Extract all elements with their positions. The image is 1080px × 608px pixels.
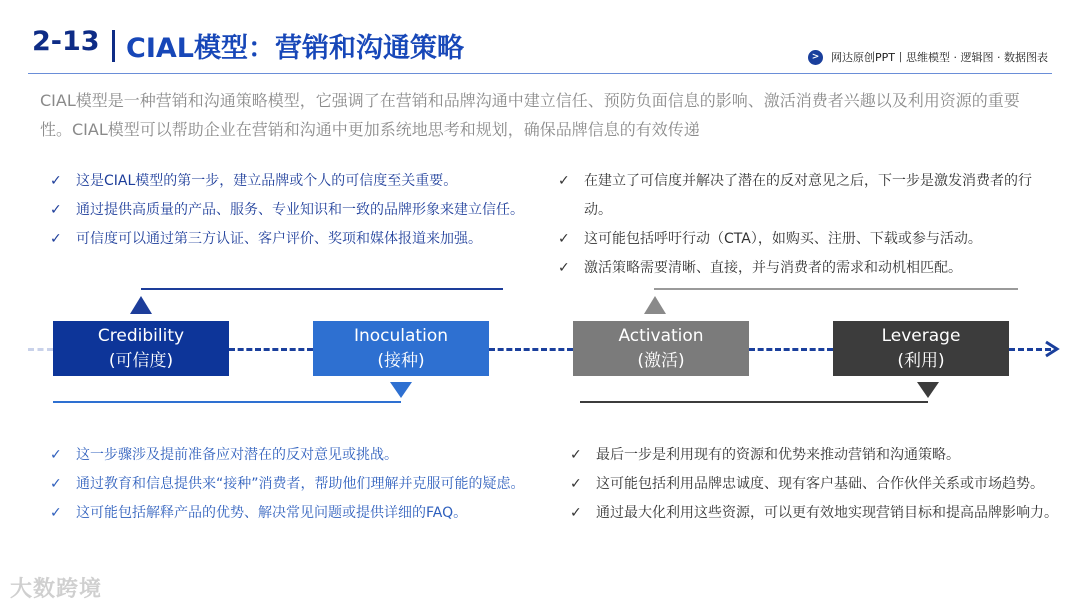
flow-dash [229,348,313,351]
step-name: Inoculation [353,325,448,346]
series-tag [808,49,1048,65]
inoculation-bracket-line [53,401,401,403]
step-name: Leverage [881,325,961,346]
list-item: ✓ 这是CIAL模型的第一步，建立品牌或个人的可信度至关重要。 [50,167,530,196]
list-item: ✓ 在建立了可信度并解决了潜在的反对意见之后，下一步是激发消费者的行动。 [558,167,1048,225]
check-icon: ✓ [570,476,582,492]
series-tag-text: 网达原创PPT丨思维模型 · 逻辑图 · 数据图表 [831,51,1048,64]
list-item: ✓ 通过最大化利用这些资源，可以更有效地实现营销目标和提高品牌影响力。 [570,499,1060,528]
list-item: ✓ 这可能包括呼吁行动（CTA），如购买、注册、下载或参与活动。 [558,225,1048,254]
up-arrow-icon [130,296,152,314]
step-activation [573,321,749,376]
check-icon: ✓ [558,260,570,276]
page-title: CIAL模型：营销和沟通策略 [126,33,464,64]
leverage-bullets [570,441,1060,528]
flow-arrow-icon [1044,340,1060,358]
check-icon: ✓ [570,447,582,463]
flow-dash [489,348,573,351]
list-item: ✓ 这一步骤涉及提前准备应对潜在的反对意见或挑战。 [50,441,530,470]
step-cn: (接种) [377,350,425,371]
flow-dash-start [28,348,53,351]
list-item: ✓ 通过教育和信息提供来“接种”消费者，帮助他们理解并克服可能的疑虑。 [50,470,530,499]
down-arrow-icon [390,382,412,398]
step-name: Credibility [97,325,185,346]
flow-dash [749,348,833,351]
check-icon: ✓ [50,505,62,521]
list-item: ✓ 这可能包括利用品牌忠诚度、现有客户基础、合作伙伴关系或市场趋势。 [570,470,1060,499]
check-icon: ✓ [50,476,62,492]
step-credibility [53,321,229,376]
step-cn: (激活) [637,350,685,371]
step-inoculation [313,321,489,376]
check-icon: ✓ [570,505,582,521]
down-arrow-icon [917,382,939,398]
check-icon: ✓ [558,173,570,189]
list-item: ✓ 可信度可以通过第三方认证、客户评价、奖项和媒体报道来加强。 [50,225,530,254]
list-item: ✓ 激活策略需要清晰、直接，并与消费者的需求和动机相匹配。 [558,254,1048,283]
step-cn: (利用) [897,350,945,371]
credibility-bracket-line [141,288,503,290]
step-name: Activation [618,325,704,346]
list-item: ✓ 最后一步是利用现有的资源和优势来推动营销和沟通策略。 [570,441,1060,470]
list-item: ✓ 这可能包括解释产品的优势、解决常见问题或提供详细的FAQ。 [50,499,530,528]
watermark-logo: 大数跨境 [10,577,103,602]
list-item: ✓ 通过提供高质量的产品、服务、专业知识和一致的品牌形象来建立信任。 [50,196,530,225]
credibility-bullets [50,167,530,254]
check-icon: ✓ [558,231,570,247]
check-icon: ✓ [50,447,62,463]
header-rule [28,73,1052,74]
step-cn: (可信度) [108,350,174,371]
intro-paragraph: CIAL模型是一种营销和沟通策略模型，它强调了在营销和品牌沟通中建立信任、预防负面信息的影响、激活消费者兴趣以及利用资源的重要性。CIAL模型可以帮助企业在营销和沟通中更加系统地思考和规划，确保品牌信息的有效传递 [40,91,1020,139]
step-leverage [833,321,1009,376]
up-arrow-icon [644,296,666,314]
check-icon: ✓ [50,173,62,189]
inoculation-bullets [50,441,530,528]
activation-bracket-line [654,288,1018,290]
check-icon: ✓ [50,202,62,218]
chevron-right-icon: > [808,50,823,65]
check-icon: ✓ [50,231,62,247]
title-divider [112,30,115,62]
slide-number: 2-13 [32,26,100,57]
leverage-bracket-line [580,401,928,403]
activation-bullets [558,167,1048,283]
